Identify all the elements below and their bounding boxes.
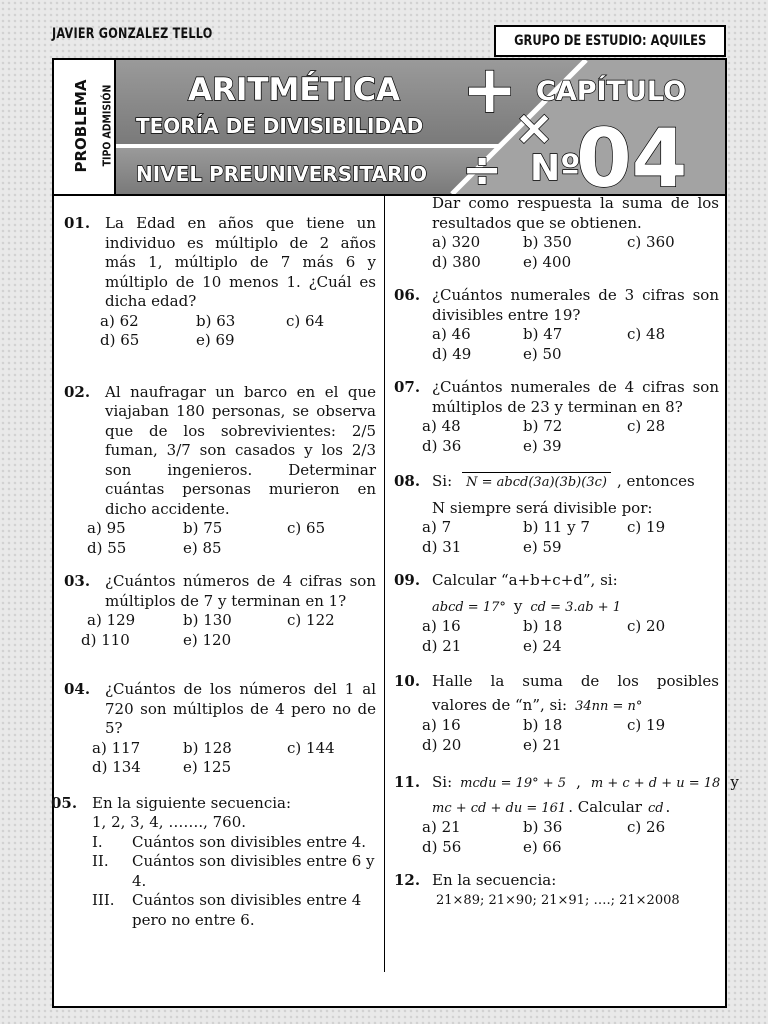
side-tag-tipo: TIPO ADMISIÓN	[100, 84, 114, 167]
y-label: y	[513, 596, 523, 615]
option-c: c) 144	[287, 738, 335, 757]
option-b: b) 63	[196, 311, 236, 330]
option-c: c) 19	[627, 518, 666, 536]
author-name: JAVIER GONZALEZ TELLO	[52, 26, 213, 42]
option-c: c) 64	[286, 311, 325, 330]
column-divider	[384, 196, 385, 972]
formula-34nn: 34nn = n°	[575, 698, 643, 714]
question-08	[390, 456, 723, 557]
option-e: e) 24	[523, 636, 562, 655]
formula-cd: cd = 3.ab + 1	[530, 599, 622, 615]
option-c: c) 28	[627, 417, 666, 435]
option-d: d) 380	[432, 252, 481, 271]
side-tag	[54, 60, 116, 194]
question-text: Halle la suma de los posibles	[432, 672, 719, 690]
sequence-formula: 21×89; 21×90; 21×91; ….; 21×2008	[436, 892, 680, 908]
question-statement-2	[432, 798, 723, 819]
option-e: e) 400	[523, 252, 572, 271]
question-text: Calcular “a+b+c+d”, si:	[432, 571, 618, 589]
question-text: En la secuencia:	[432, 871, 557, 889]
option-a: a) 16	[422, 716, 461, 734]
question-statement	[432, 773, 739, 794]
sub-question-text: Cuántos son divisibles entre 4 pero no entre 6.	[132, 891, 362, 929]
question-12	[390, 857, 723, 910]
option-d: d) 49	[432, 344, 472, 363]
divide-icon: ÷	[462, 142, 503, 194]
answer-options	[422, 617, 723, 656]
chapter-prefix: Nº	[530, 148, 581, 189]
option-d: d) 31	[422, 537, 462, 556]
group-label: GRUPO DE ESTUDIO: AQUILES	[513, 33, 707, 49]
question-statement	[432, 472, 723, 493]
sub-question-3	[92, 891, 376, 930]
question-text: La Edad en años que tiene un individuo es múltiplo de 2 años más 1, múltiplo de 7 más 6 y múltiplo de 10 menos 1. ¿Cuál es dicha edad?	[105, 214, 376, 310]
question-text: ¿Cuántos numerales de 4 cifras son múltiplos de 23 y terminan en 8?	[432, 378, 719, 416]
answer-options	[432, 325, 723, 364]
question-number: 01.	[64, 214, 91, 232]
option-c: c) 19	[627, 716, 666, 734]
group-label-box	[494, 25, 726, 57]
entonces-label: , entonces	[616, 472, 695, 490]
option-b: b) 350	[523, 233, 572, 251]
option-e: e) 39	[523, 436, 562, 455]
question-text: Dar como respuesta la suma de los resultados que se obtienen.	[432, 194, 719, 232]
y-label: y	[730, 773, 739, 791]
sub-question-1	[92, 833, 376, 853]
question-number: 03.	[64, 572, 91, 590]
times-icon: ×	[514, 100, 555, 156]
option-d: d) 56	[422, 837, 462, 856]
option-c: c) 122	[287, 611, 335, 629]
question-intro: En la siguiente secuencia:	[92, 793, 292, 812]
answer-options	[422, 818, 723, 857]
question-06	[390, 272, 723, 364]
option-b: b) 72	[523, 417, 563, 435]
answer-options	[81, 611, 382, 650]
question-sequence: 1, 2, 3, 4, ……., 760.	[92, 813, 247, 831]
option-d: d) 110	[81, 630, 130, 649]
option-e: e) 59	[523, 537, 562, 556]
question-number: 09.	[394, 571, 421, 589]
question-03	[54, 558, 382, 650]
question-text: ¿Cuántos números de 4 cifras son múltiplos de 7 y terminan en 1?	[105, 572, 376, 610]
option-e: e) 69	[196, 331, 235, 349]
option-a: a) 48	[422, 417, 461, 435]
question-10	[390, 656, 723, 755]
banner-graphic	[116, 60, 725, 194]
question-05	[51, 778, 382, 931]
sub-question-text: Cuántos son divisibles entre 6 y 4.	[132, 852, 375, 890]
sub-question-2	[92, 852, 376, 891]
roman-numeral: III.	[92, 891, 115, 909]
question-02	[54, 351, 382, 559]
si-label: Si:	[432, 773, 453, 791]
question-number: 07.	[394, 378, 421, 396]
question-number: 06.	[394, 286, 421, 304]
option-e: e) 21	[523, 735, 562, 754]
calcular-label: . Calcular	[568, 797, 642, 816]
title-banner	[54, 60, 725, 196]
left-column	[51, 196, 382, 930]
option-b: b) 130	[183, 611, 232, 629]
si-label: Si:	[432, 472, 453, 490]
formula-mcdu: mcdu = 19° + 5	[460, 776, 567, 791]
sub-questions	[92, 833, 376, 931]
option-b: b) 18	[523, 617, 563, 635]
question-number: 05.	[51, 793, 78, 812]
option-b: b) 11 y 7	[523, 518, 590, 536]
roman-numeral: II.	[92, 852, 109, 870]
option-c: c) 26	[627, 818, 666, 836]
question-text: ¿Cuántos de los números del 1 al 720 son múltiplos de 4 pero no de 5?	[105, 680, 376, 737]
question-number: 02.	[64, 382, 91, 401]
option-b: b) 75	[183, 519, 223, 537]
option-a: a) 7	[422, 518, 452, 536]
question-text-2: valores de “n”, si:	[432, 695, 568, 714]
question-text: ¿Cuántos numerales de 3 cifras son divisibles entre 19?	[432, 286, 719, 324]
option-b: b) 36	[523, 818, 563, 836]
option-d: d) 21	[422, 636, 462, 655]
option-d: d) 55	[87, 538, 127, 557]
banner-subtitle: TEORÍA DE DIVISIBILIDAD	[136, 114, 424, 138]
option-a: a) 129	[87, 611, 136, 629]
option-c: c) 48	[627, 325, 666, 343]
option-a: a) 320	[432, 233, 481, 251]
option-a: a) 95	[87, 519, 126, 537]
option-a: a) 46	[432, 325, 471, 343]
formula-mc-cd-du: mc + cd + du = 161	[432, 800, 567, 816]
option-a: a) 21	[422, 818, 461, 836]
plus-icon: +	[462, 60, 518, 128]
formula-abcd: abcd = 17°	[432, 599, 506, 615]
option-b: b) 18	[523, 716, 563, 734]
question-07	[390, 364, 723, 456]
option-b: b) 128	[183, 738, 232, 757]
answer-options	[422, 417, 723, 456]
option-a: a) 16	[422, 617, 461, 635]
option-d: d) 20	[422, 735, 462, 754]
option-d: d) 134	[92, 758, 141, 776]
question-formulas	[432, 597, 723, 618]
question-text: Al naufragar un barco en el que viajaban 180 personas, se observa que de los sobrevivientes: 2/5 fuman, 3/7 son casados y los 2/3 son ingenieros. Determinar cuántas personas murieron en dicho accidente.	[105, 382, 376, 518]
question-number: 04.	[64, 680, 91, 698]
roman-numeral: I.	[92, 832, 103, 851]
question-statement	[432, 696, 723, 717]
option-e: e) 125	[183, 758, 232, 776]
formula-n: N = abcd(3a)(3b)(3c)	[462, 472, 611, 493]
question-05-continued	[390, 194, 723, 272]
option-e: e) 120	[183, 630, 232, 649]
question-number: 11.	[394, 773, 421, 791]
option-c: c) 20	[627, 617, 666, 635]
banner-level: NIVEL PREUNIVERSITARIO	[136, 162, 427, 186]
separator: ,	[576, 773, 581, 791]
option-e: e) 50	[523, 344, 562, 363]
chapter-number: 04	[576, 112, 688, 194]
option-b: b) 47	[523, 325, 563, 343]
option-e: e) 85	[183, 538, 222, 557]
question-text: N siempre será divisible por:	[432, 498, 653, 517]
question-number: 08.	[394, 472, 421, 490]
right-column	[390, 194, 739, 910]
answer-options	[422, 518, 723, 557]
option-a: a) 62	[100, 311, 139, 330]
worksheet	[51, 58, 739, 1008]
sub-question-text: Cuántos son divisibles entre 4.	[132, 832, 367, 851]
question-09	[390, 557, 723, 656]
option-c: c) 65	[287, 519, 326, 537]
question-number: 10.	[394, 672, 421, 690]
period: .	[665, 797, 671, 816]
answer-options	[432, 233, 723, 272]
chapter-label: CAPÍTULO	[536, 76, 687, 107]
question-11	[390, 755, 739, 857]
answer-options	[100, 312, 382, 351]
answer-options	[87, 519, 382, 558]
option-d: d) 65	[100, 331, 140, 349]
option-e: e) 66	[523, 837, 562, 856]
question-04	[54, 650, 382, 778]
option-a: a) 117	[92, 738, 141, 757]
answer-options	[92, 739, 382, 778]
formula-cd: cd	[647, 800, 664, 816]
side-tag-problema: PROBLEMA	[72, 79, 90, 173]
question-01	[54, 196, 382, 351]
formula-sum: m + c + d + u = 18	[590, 776, 721, 791]
question-number: 12.	[394, 871, 421, 889]
banner-title: ARITMÉTICA	[188, 72, 400, 108]
option-c: c) 360	[627, 233, 675, 251]
option-d: d) 36	[422, 436, 462, 455]
questions-area	[51, 194, 739, 1006]
answer-options	[422, 716, 723, 755]
